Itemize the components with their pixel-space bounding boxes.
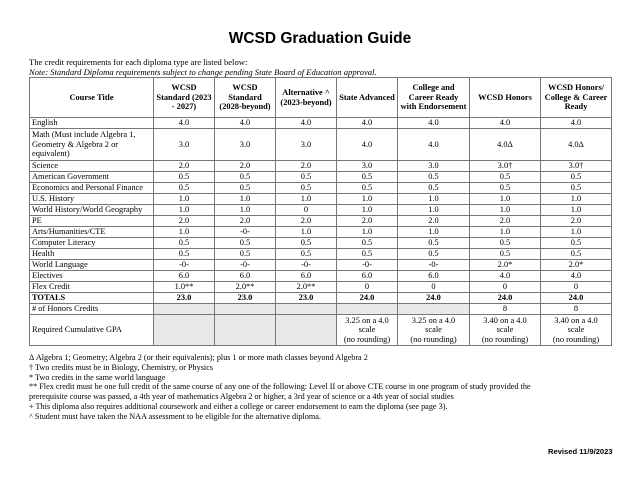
table-row bbox=[30, 172, 612, 183]
credit-cell: 0.5 bbox=[470, 172, 541, 183]
course-title-cell: Arts/Humanities/CTE bbox=[30, 227, 154, 238]
credit-cell: 1.0 bbox=[470, 205, 541, 216]
gpa-cell bbox=[215, 315, 276, 346]
credit-cell: 4.0 bbox=[154, 118, 215, 129]
course-title-cell: U.S. History bbox=[30, 194, 154, 205]
credit-cell: 0.5 bbox=[470, 249, 541, 260]
gpa-line: scale bbox=[358, 325, 376, 335]
credit-cell: 1.0 bbox=[541, 205, 612, 216]
gpa-line: (no rounding) bbox=[410, 334, 457, 344]
credit-cell: 24.0 bbox=[398, 293, 470, 304]
footnote-plus: + This diploma also requires additional coursework and either a college or career endorsement to earn the diploma (see page 3). bbox=[29, 401, 448, 411]
credit-cell: 4.0 bbox=[337, 129, 398, 161]
credit-cell: 0.5 bbox=[154, 238, 215, 249]
credit-cell: 3.0 bbox=[276, 129, 337, 161]
credit-cell: 1.0 bbox=[215, 194, 276, 205]
footnote-dagger: † Two credits must be in Biology, Chemistry, or Physics bbox=[29, 362, 214, 372]
credit-cell bbox=[337, 304, 398, 315]
gpa-line: 3.25 on a 4.0 bbox=[411, 315, 456, 325]
footnote-double-star-cont: prerequisite course was passed, a 4th year of mathematics Algebra 2 or higher, a 3rd year of science or a 4th year of social studies bbox=[29, 392, 454, 402]
credit-cell: 4.0 bbox=[470, 271, 541, 282]
credit-cell: 1.0 bbox=[154, 205, 215, 216]
credit-cell bbox=[215, 304, 276, 315]
credit-cell: 1.0 bbox=[154, 194, 215, 205]
credit-cell: 0 bbox=[541, 282, 612, 293]
footnote-caret: ^ Student must have taken the NAA assessment to be eligible for the alternative diploma. bbox=[29, 411, 321, 421]
table-row bbox=[30, 227, 612, 238]
credit-cell: 1.0 bbox=[215, 205, 276, 216]
credit-cell: 1.0 bbox=[470, 227, 541, 238]
course-title-cell: PE bbox=[30, 216, 154, 227]
credit-cell: 23.0 bbox=[154, 293, 215, 304]
credit-cell: 1.0 bbox=[541, 194, 612, 205]
course-title-cell: American Government bbox=[30, 172, 154, 183]
col-header-ccr: College and Career Ready with Endorsement bbox=[398, 78, 470, 118]
table-row bbox=[30, 282, 612, 293]
credit-cell: 0.5 bbox=[337, 183, 398, 194]
credit-cell: 24.0 bbox=[337, 293, 398, 304]
credit-cell: 3.0 bbox=[154, 129, 215, 161]
course-title-cell: Economics and Personal Finance bbox=[30, 183, 154, 194]
honors-credits-row bbox=[30, 304, 612, 315]
credit-cell: 0.5 bbox=[541, 249, 612, 260]
course-title-cell: Computer Literacy bbox=[30, 238, 154, 249]
credit-cell: 6.0 bbox=[337, 271, 398, 282]
table-row bbox=[30, 260, 612, 271]
credit-cell: 0.5 bbox=[470, 183, 541, 194]
footnote-delta: Δ Algebra 1; Geometry; Algebra 2 (or their equivalents); plus 1 or more math classes beyond Algebra 2 bbox=[29, 353, 368, 362]
revised-date: Revised 11/9/2023 bbox=[548, 447, 613, 456]
gpa-cell bbox=[541, 315, 612, 346]
table-row bbox=[30, 216, 612, 227]
credit-cell: 4.0 bbox=[541, 118, 612, 129]
course-title-cell: Flex Credit bbox=[30, 282, 154, 293]
credit-cell: 0.5 bbox=[337, 238, 398, 249]
credit-cell: 4.0 bbox=[541, 271, 612, 282]
table-row bbox=[30, 118, 612, 129]
credit-cell: 6.0 bbox=[154, 271, 215, 282]
credit-cell: 0.5 bbox=[541, 238, 612, 249]
credit-cell: 2.0 bbox=[398, 216, 470, 227]
course-title-cell: Science bbox=[30, 161, 154, 172]
gpa-cell bbox=[154, 315, 215, 346]
credit-cell: 0.5 bbox=[398, 183, 470, 194]
credit-cell: 24.0 bbox=[541, 293, 612, 304]
credit-cell: 2.0 bbox=[470, 216, 541, 227]
credit-cell: 2.0 bbox=[337, 216, 398, 227]
table-body bbox=[30, 118, 612, 346]
gpa-cell bbox=[276, 315, 337, 346]
col-header-honors-ccr: WCSD Honors/ College & Career Ready bbox=[541, 78, 612, 118]
gpa-cell bbox=[337, 315, 398, 346]
credit-cell: 1.0 bbox=[398, 205, 470, 216]
gpa-line: 3.25 on a 4.0 bbox=[345, 315, 389, 325]
requirements-table bbox=[29, 77, 612, 346]
gpa-cell bbox=[398, 315, 470, 346]
col-header-state-advanced: State Advanced bbox=[337, 78, 398, 118]
credit-cell: 1.0 bbox=[470, 194, 541, 205]
footnote-double-star: ** Flex credit must be one full credit of the same course of any one of the following: Level II or above CTE course in one program of study provided the bbox=[29, 382, 531, 392]
gpa-line: scale bbox=[425, 325, 442, 335]
credit-cell bbox=[398, 304, 470, 315]
credit-cell: 1.0 bbox=[337, 194, 398, 205]
credit-cell: 0.5 bbox=[276, 172, 337, 183]
credit-cell: 0.5 bbox=[154, 172, 215, 183]
credit-cell: 6.0 bbox=[398, 271, 470, 282]
credit-cell: 4.0Δ bbox=[470, 129, 541, 161]
credit-cell: 4.0 bbox=[215, 118, 276, 129]
table-row bbox=[30, 183, 612, 194]
credit-cell: 23.0 bbox=[276, 293, 337, 304]
credit-cell: 0.5 bbox=[276, 249, 337, 260]
col-header-alternative: Alternative ^ (2023-beyond) bbox=[276, 78, 337, 118]
credit-cell: 1.0 bbox=[276, 194, 337, 205]
course-title-cell: TOTALS bbox=[30, 293, 154, 304]
credit-cell: 0.5 bbox=[541, 183, 612, 194]
credit-cell bbox=[276, 304, 337, 315]
credit-cell: 0.5 bbox=[276, 183, 337, 194]
credit-cell: 0 bbox=[276, 205, 337, 216]
credit-cell: 24.0 bbox=[470, 293, 541, 304]
credit-cell: 1.0** bbox=[154, 282, 215, 293]
credit-cell: 2.0 bbox=[276, 161, 337, 172]
col-header-standard-2023: WCSD Standard (2023 - 2027) bbox=[154, 78, 215, 118]
credit-cell: 0.5 bbox=[154, 183, 215, 194]
credit-cell: -0- bbox=[215, 260, 276, 271]
intro-line: The credit requirements for each diploma type are listed below: bbox=[29, 57, 248, 67]
gpa-line: 3.40 on a 4.0 bbox=[483, 315, 527, 325]
credit-cell bbox=[154, 304, 215, 315]
footnotes bbox=[29, 353, 619, 422]
course-title-cell: English bbox=[30, 118, 154, 129]
credit-cell: 0.5 bbox=[398, 238, 470, 249]
credit-cell: 2.0* bbox=[541, 260, 612, 271]
credit-cell: 0 bbox=[470, 282, 541, 293]
credit-cell: 0.5 bbox=[276, 238, 337, 249]
credit-cell: 4.0 bbox=[470, 118, 541, 129]
credit-cell: 23.0 bbox=[215, 293, 276, 304]
course-title-cell: Required Cumulative GPA bbox=[30, 315, 154, 346]
credit-cell: 1.0 bbox=[276, 227, 337, 238]
course-title-cell: Math (Must include Algebra 1, Geometry & Algebra 2 or equivalent) bbox=[30, 129, 154, 161]
table-row bbox=[30, 161, 612, 172]
credit-cell: 0.5 bbox=[541, 172, 612, 183]
col-header-honors: WCSD Honors bbox=[470, 78, 541, 118]
credit-cell: -0- bbox=[215, 227, 276, 238]
credit-cell: 0 bbox=[398, 282, 470, 293]
col-header-standard-2028: WCSD Standard (2028-beyond) bbox=[215, 78, 276, 118]
credit-cell: 3.0 bbox=[215, 129, 276, 161]
gpa-row bbox=[30, 315, 612, 346]
course-title-cell: # of Honors Credits bbox=[30, 304, 154, 315]
credit-cell: 1.0 bbox=[398, 227, 470, 238]
credit-cell: -0- bbox=[154, 260, 215, 271]
credit-cell: 0.5 bbox=[215, 172, 276, 183]
footnote-star: * Two credits in the same world language bbox=[29, 372, 166, 382]
table-row bbox=[30, 271, 612, 282]
credit-cell: 3.0 bbox=[398, 161, 470, 172]
credit-cell: -0- bbox=[337, 260, 398, 271]
header-row bbox=[30, 78, 612, 118]
credit-cell: 0.5 bbox=[215, 249, 276, 260]
credit-cell: 4.0 bbox=[337, 118, 398, 129]
credit-cell: 0.5 bbox=[337, 249, 398, 260]
course-title-cell: Health bbox=[30, 249, 154, 260]
credit-cell: 3.0† bbox=[470, 161, 541, 172]
credit-cell: 1.0 bbox=[398, 194, 470, 205]
gpa-line: (no rounding) bbox=[552, 334, 600, 344]
table-row bbox=[30, 205, 612, 216]
credit-cell: 1.0 bbox=[541, 227, 612, 238]
gpa-line: (no rounding) bbox=[343, 334, 391, 344]
gpa-line: 3.40 on a 4.0 bbox=[554, 315, 598, 325]
course-title-cell: World History/World Geography bbox=[30, 205, 154, 216]
credit-cell: -0- bbox=[276, 260, 337, 271]
credit-cell: 2.0** bbox=[215, 282, 276, 293]
table-row bbox=[30, 129, 612, 161]
credit-cell: 4.0Δ bbox=[541, 129, 612, 161]
credit-cell: 0.5 bbox=[470, 238, 541, 249]
table-row bbox=[30, 249, 612, 260]
credit-cell: 2.0 bbox=[154, 161, 215, 172]
credit-cell: 8 bbox=[541, 304, 612, 315]
gpa-line: scale bbox=[567, 325, 585, 335]
credit-cell: 0.5 bbox=[398, 249, 470, 260]
credit-cell: 2.0* bbox=[470, 260, 541, 271]
gpa-cell bbox=[470, 315, 541, 346]
totals-row bbox=[30, 293, 612, 304]
credit-cell: 2.0 bbox=[154, 216, 215, 227]
credit-cell: 6.0 bbox=[215, 271, 276, 282]
credit-cell: 2.0 bbox=[541, 216, 612, 227]
credit-cell: 2.0 bbox=[215, 216, 276, 227]
credit-cell: 3.0 bbox=[337, 161, 398, 172]
credit-cell: 2.0 bbox=[276, 216, 337, 227]
credit-cell: 2.0 bbox=[215, 161, 276, 172]
credit-cell: 1.0 bbox=[337, 205, 398, 216]
page-title: WCSD Graduation Guide bbox=[228, 30, 412, 47]
course-title-cell: World Language bbox=[30, 260, 154, 271]
credit-cell: 0.5 bbox=[154, 249, 215, 260]
credit-cell: 3.0† bbox=[541, 161, 612, 172]
table-row bbox=[30, 194, 612, 205]
credit-cell: 6.0 bbox=[276, 271, 337, 282]
credit-cell: -0- bbox=[398, 260, 470, 271]
credit-cell: 0.5 bbox=[398, 172, 470, 183]
gpa-line: scale bbox=[496, 325, 514, 335]
credit-cell: 0 bbox=[337, 282, 398, 293]
table-row bbox=[30, 238, 612, 249]
course-title-cell: Electives bbox=[30, 271, 154, 282]
credit-cell: 4.0 bbox=[398, 118, 470, 129]
col-header-course: Course Title bbox=[30, 78, 154, 118]
credit-cell: 0.5 bbox=[337, 172, 398, 183]
credit-cell: 0.5 bbox=[215, 238, 276, 249]
credit-cell: 4.0 bbox=[276, 118, 337, 129]
credit-cell: 1.0 bbox=[337, 227, 398, 238]
credit-cell: 0.5 bbox=[215, 183, 276, 194]
credit-cell: 4.0 bbox=[398, 129, 470, 161]
intro bbox=[29, 58, 377, 77]
credit-cell: 2.0** bbox=[276, 282, 337, 293]
credit-cell: 1.0 bbox=[154, 227, 215, 238]
credit-cell: 8 bbox=[470, 304, 541, 315]
gpa-line: (no rounding) bbox=[481, 334, 529, 344]
intro-note: Note: Standard Diploma requirements subject to change pending State Board of Education approval. bbox=[29, 66, 377, 77]
